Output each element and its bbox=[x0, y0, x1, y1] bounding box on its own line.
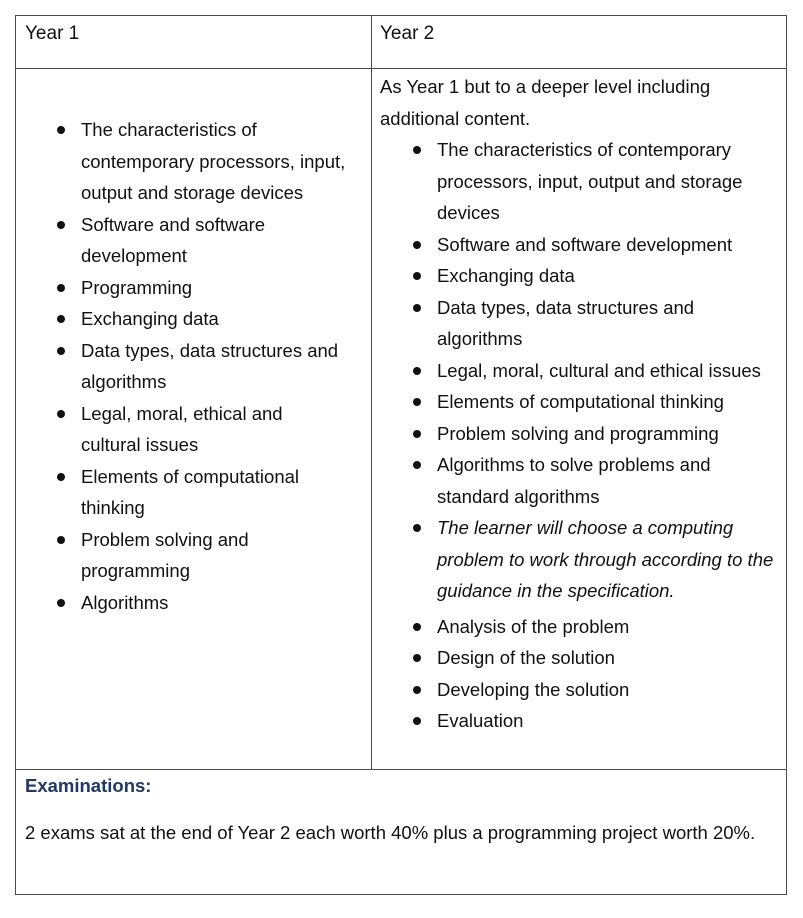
year1-heading: Year 1 bbox=[25, 23, 80, 44]
bullet-icon bbox=[413, 367, 421, 375]
list-item: Legal, moral, cultural and ethical issues bbox=[372, 355, 779, 387]
list-item: Elements of computational thinking bbox=[372, 386, 779, 418]
bullet-icon bbox=[413, 272, 421, 280]
bullet-icon bbox=[57, 599, 65, 607]
list-item: Software and software development bbox=[16, 209, 346, 272]
list-item: Algorithms bbox=[16, 587, 346, 619]
bullet-icon bbox=[413, 717, 421, 725]
bullet-icon bbox=[57, 473, 65, 481]
list-item: Exchanging data bbox=[372, 260, 779, 292]
bullet-icon bbox=[57, 284, 65, 292]
list-item: Data types, data structures and algorithms bbox=[16, 335, 346, 398]
list-item: Software and software development bbox=[372, 229, 779, 261]
list-item: Analysis of the problem bbox=[372, 611, 779, 643]
year2-list bbox=[372, 134, 786, 737]
examinations-row bbox=[16, 769, 786, 843]
list-item: Elements of computational thinking bbox=[16, 461, 346, 524]
bullet-icon bbox=[413, 304, 421, 312]
examinations-text: 2 exams sat at the end of Year 2 each worth 40% plus a programming project worth 20%. bbox=[25, 822, 756, 843]
bullet-icon bbox=[413, 461, 421, 469]
list-item: Exchanging data bbox=[16, 303, 346, 335]
list-item: Problem solving and programming bbox=[16, 524, 346, 587]
bullet-icon bbox=[57, 315, 65, 323]
list-item: The characteristics of contemporary processors, input, output and storage devices bbox=[16, 114, 346, 209]
list-item: The characteristics of contemporary processors, input, output and storage devices bbox=[372, 134, 779, 229]
course-table bbox=[15, 15, 787, 895]
year1-content bbox=[16, 68, 371, 618]
bullet-icon bbox=[413, 398, 421, 406]
bullet-icon bbox=[413, 623, 421, 631]
bullet-icon bbox=[413, 654, 421, 662]
year2-heading: Year 2 bbox=[380, 23, 435, 44]
bullet-icon bbox=[57, 410, 65, 418]
year2-intro: As Year 1 but to a deeper level including additional content. bbox=[380, 76, 711, 129]
year1-list bbox=[16, 114, 371, 618]
bullet-icon bbox=[413, 241, 421, 249]
list-item: Algorithms to solve problems and standard algorithms bbox=[372, 449, 779, 512]
bullet-icon bbox=[57, 126, 65, 134]
list-item: Problem solving and programming bbox=[372, 418, 779, 450]
bullet-icon bbox=[413, 146, 421, 154]
year2-content bbox=[372, 68, 786, 737]
bullet-icon bbox=[57, 536, 65, 544]
list-item: Legal, moral, ethical and cultural issues bbox=[16, 398, 346, 461]
list-item: Design of the solution bbox=[372, 642, 779, 674]
list-item: Programming bbox=[16, 272, 346, 304]
bullet-icon bbox=[57, 347, 65, 355]
examinations-heading: Examinations: bbox=[25, 775, 152, 796]
list-item: Data types, data structures and algorithms bbox=[372, 292, 779, 355]
header-row bbox=[16, 16, 786, 69]
list-item: Evaluation bbox=[372, 705, 779, 737]
list-item-project-note: The learner will choose a computing problem to work through according to the guidance in the specification. bbox=[372, 512, 779, 607]
list-item: Developing the solution bbox=[372, 674, 779, 706]
bullet-icon bbox=[413, 524, 421, 532]
bullet-icon bbox=[413, 686, 421, 694]
bullet-icon bbox=[57, 221, 65, 229]
bullet-icon bbox=[413, 430, 421, 438]
